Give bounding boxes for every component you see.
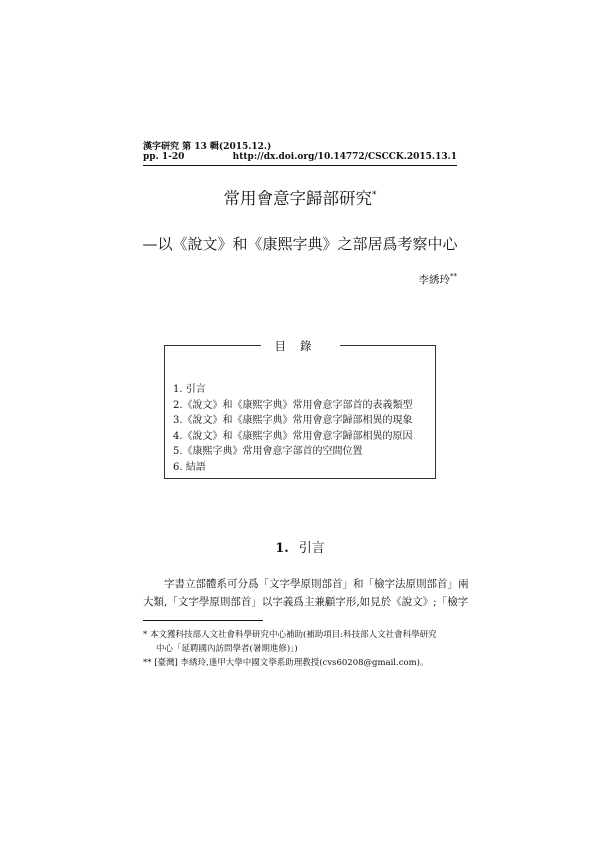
doi-link[interactable]: http://dx.doi.org/10.14772/CSCCK.2015.13.1 <box>232 152 457 162</box>
paper-subtitle: —以《說文》和《康熙字典》之部居爲考察中心 <box>142 235 458 253</box>
footnote-rule <box>143 620 263 621</box>
toc-item[interactable]: 5.《康熙字典》常用會意字部首的空間位置 <box>173 446 363 457</box>
section-title: 引言 <box>298 541 325 556</box>
body-line: 字書立部體系可分爲「文字學原則部首」和「檢字法原則部首」兩 <box>164 578 469 590</box>
section-heading <box>0 537 600 556</box>
toc-item[interactable]: 6. 結語 <box>173 461 206 473</box>
page-range: pp. 1-20 <box>143 152 185 162</box>
footnote-1-continued: 中心「延聘國內訪問學者(暑期進修)」) <box>156 644 298 654</box>
toc-list <box>173 382 413 475</box>
toc-item[interactable]: 3.《說文》和《康熙字典》常用會意字歸部相異的現象 <box>173 415 413 426</box>
footnote-1: * 本文獲科技部人文社會科學研究中心補助(補助項目:科技部人文社會科學研究 <box>143 630 437 640</box>
header-rule <box>143 165 457 166</box>
body-paragraph <box>143 575 469 611</box>
toc-item[interactable]: 2.《說文》和《康熙字典》常用會意字部首的表義類型 <box>173 399 413 411</box>
paper-title <box>0 185 600 209</box>
author-footnote-mark[interactable]: ** <box>450 272 457 281</box>
title-footnote-mark[interactable]: * <box>372 190 377 201</box>
toc-item[interactable]: 4.《說文》和《康熙字典》常用會意字歸部相異的原因 <box>173 430 413 442</box>
footnote-2: ** [臺灣] 李綉玲,逢甲大學中國文學系助理教授(cvs60208@gmail.com)。 <box>143 658 429 668</box>
toc-title-text: 目錄 <box>261 339 340 353</box>
footnotes <box>143 628 463 670</box>
author-name: 李綉玲 <box>418 274 450 286</box>
toc-title <box>0 338 600 354</box>
author <box>419 272 458 287</box>
toc-item[interactable]: 1. 引言 <box>173 384 206 395</box>
body-line: 大類,「文字學原則部首」以字義爲主兼顧字形,如見於《說文》;「檢字 <box>143 596 469 608</box>
paper-title-text: 常用會意字歸部研究 <box>223 189 372 208</box>
section-number: 1. <box>275 541 289 556</box>
journal-header: 漢字研究 第 13 輯(2015.12.) <box>143 142 272 152</box>
